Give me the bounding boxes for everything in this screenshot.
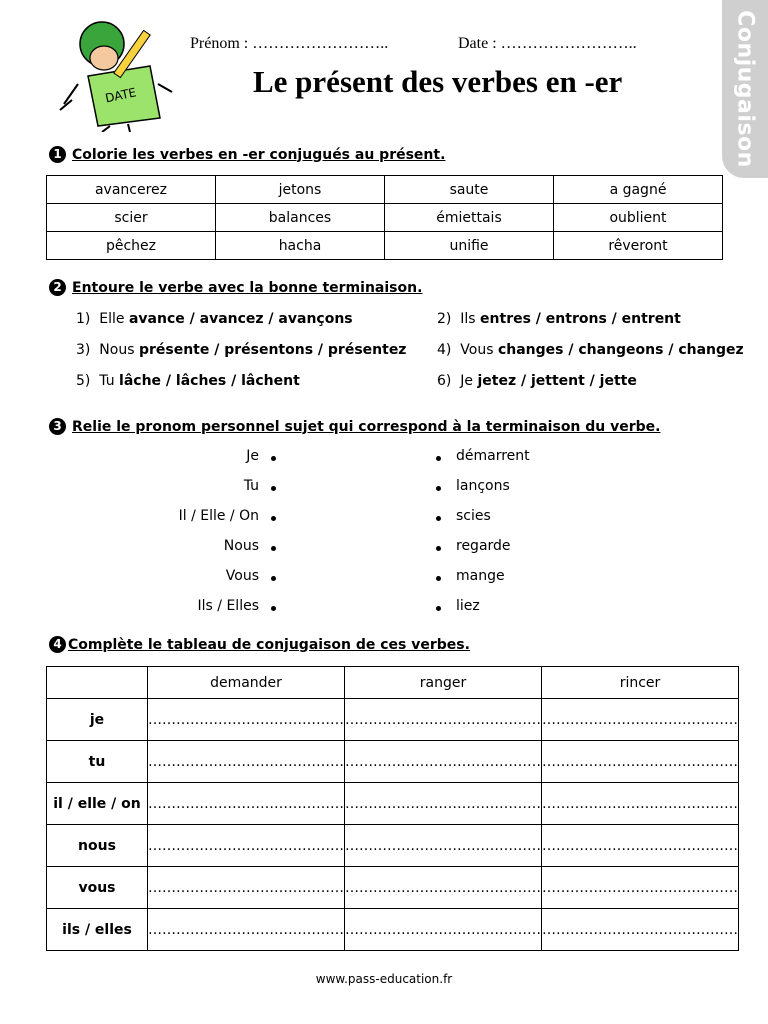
answer-blank[interactable]: …………………………………… [345,741,542,783]
ex3-title [49,418,661,435]
ex4-instruction: Complète le tableau de conjugaison de ces verbes. [68,636,470,653]
table-row [47,176,723,204]
item-subject: Je [460,373,474,389]
item-subject: Ils [460,311,476,327]
item-number: 4) [437,342,452,358]
item-options[interactable]: présente / présentons / présentez [138,342,407,358]
table-row [47,232,723,260]
item-number: 1) [76,311,91,327]
pronoun-dot[interactable] [271,486,276,491]
pronoun-label: Vous [225,568,259,584]
ex2-item-1 [76,311,353,327]
table-row [47,741,739,783]
side-tab [722,0,768,178]
verb-dot[interactable] [436,516,441,521]
answer-blank[interactable]: …………………………………… [345,699,542,741]
pronoun-dot[interactable] [271,546,276,551]
verb-label: lançons [456,478,510,494]
ex2-number: 2 [49,279,66,296]
verb-cell[interactable]: avancerez [47,176,216,204]
verb-cell[interactable]: unifie [385,232,554,260]
ex4-conjugation-table [46,666,739,951]
verb-dot[interactable] [436,486,441,491]
answer-blank[interactable]: …………………………………… [345,867,542,909]
ex2-item-2 [437,311,681,327]
ex2-title [49,279,422,296]
date-field[interactable]: Date : …………………….. [458,35,637,52]
verb-cell[interactable]: oublient [554,204,723,232]
table-row [47,825,739,867]
item-options[interactable]: jetez / jettent / jette [477,373,637,389]
verb-dot[interactable] [436,606,441,611]
answer-blank[interactable]: …………………………………… [148,867,345,909]
answer-blank[interactable]: …………………………………… [345,909,542,951]
table-row [47,783,739,825]
answer-blank[interactable]: …………………………………… [345,825,542,867]
answer-blank[interactable]: …………………………………… [542,783,739,825]
verb-label: mange [456,568,505,584]
answer-blank[interactable]: …………………………………… [148,825,345,867]
ex4-number: 4 [49,636,66,653]
ex1-instruction: Colorie les verbes en -er conjugués au présent. [72,146,446,163]
verb-cell[interactable]: hacha [216,232,385,260]
verb-label: liez [456,598,480,614]
item-number: 2) [437,311,452,327]
item-number: 5) [76,373,91,389]
table-row [47,909,739,951]
ex2-item-6 [437,373,637,389]
ex3-instruction: Relie le pronom personnel sujet qui correspond à la terminaison du verbe. [72,418,661,435]
corner-cell [47,667,148,699]
illustration-text: DATE [103,85,138,106]
verb-cell[interactable]: émiettais [385,204,554,232]
side-tab-label: Conjugaison [732,10,758,168]
answer-blank[interactable]: …………………………………… [148,741,345,783]
pronoun-cell: ils / elles [47,909,148,951]
ex2-instruction: Entoure le verbe avec la bonne terminaison. [72,279,423,296]
verb-header: demander [148,667,345,699]
verb-label: scies [456,508,491,524]
pronoun-cell: vous [47,867,148,909]
table-row [47,204,723,232]
verb-cell[interactable]: saute [385,176,554,204]
verb-dot[interactable] [436,456,441,461]
verb-cell[interactable]: rêveront [554,232,723,260]
verb-cell[interactable]: pêchez [47,232,216,260]
pronoun-label: Tu [243,478,259,494]
verb-cell[interactable]: a gagné [554,176,723,204]
verb-header: ranger [345,667,542,699]
prenom-field[interactable]: Prénom : …………………….. [190,35,389,52]
ex1-number: 1 [49,146,66,163]
pronoun-label: Ils / Elles [197,598,259,614]
pronoun-label: Nous [223,538,259,554]
ex2-item-3 [76,342,406,358]
item-options[interactable]: lâche / lâches / lâchent [119,373,300,389]
table-row [47,867,739,909]
answer-blank[interactable]: …………………………………… [148,783,345,825]
item-options[interactable]: changes / changeons / changez [497,342,744,358]
table-row [47,699,739,741]
ex4-title [49,636,470,653]
item-options[interactable]: entres / entrons / entrent [480,311,681,327]
pronoun-cell: tu [47,741,148,783]
verb-header: rincer [542,667,739,699]
pronoun-cell: nous [47,825,148,867]
page-title: Le présent des verbes en -er [253,64,623,99]
ex2-item-5 [76,373,300,389]
ex3-number: 3 [49,418,66,435]
ex2-item-4 [437,342,744,358]
verb-cell[interactable]: balances [216,204,385,232]
item-options[interactable]: avance / avancez / avançons [128,311,353,327]
item-number: 6) [437,373,452,389]
verb-dot[interactable] [436,546,441,551]
verb-cell[interactable]: jetons [216,176,385,204]
item-subject: Tu [99,373,115,389]
answer-blank[interactable]: …………………………………… [542,909,739,951]
ex1-verb-table [46,175,723,260]
footer-url[interactable]: www.pass-education.fr [315,972,453,986]
pronoun-cell: il / elle / on [47,783,148,825]
pronoun-dot[interactable] [271,606,276,611]
pronoun-dot[interactable] [271,516,276,521]
answer-blank[interactable]: …………………………………… [148,699,345,741]
answer-blank[interactable]: …………………………………… [542,699,739,741]
table-header-row [47,667,739,699]
pronoun-dot[interactable] [271,576,276,581]
pronoun-dot[interactable] [271,456,276,461]
ex1-title [49,146,445,163]
verb-dot[interactable] [436,576,441,581]
child-writing-illustration [58,14,178,132]
answer-blank[interactable]: …………………………………… [345,783,542,825]
pronoun-label: Je [246,448,259,464]
item-number: 3) [76,342,91,358]
answer-blank[interactable]: …………………………………… [542,825,739,867]
verb-label: regarde [456,538,511,554]
answer-blank[interactable]: …………………………………… [542,867,739,909]
answer-blank[interactable]: …………………………………… [148,909,345,951]
item-subject: Nous [99,342,135,358]
item-subject: Elle [99,311,125,327]
verb-cell[interactable]: scier [47,204,216,232]
pronoun-label: Il / Elle / On [178,508,259,524]
answer-blank[interactable]: …………………………………… [542,741,739,783]
pronoun-cell: je [47,699,148,741]
verb-label: démarrent [456,448,530,464]
item-subject: Vous [460,342,494,358]
